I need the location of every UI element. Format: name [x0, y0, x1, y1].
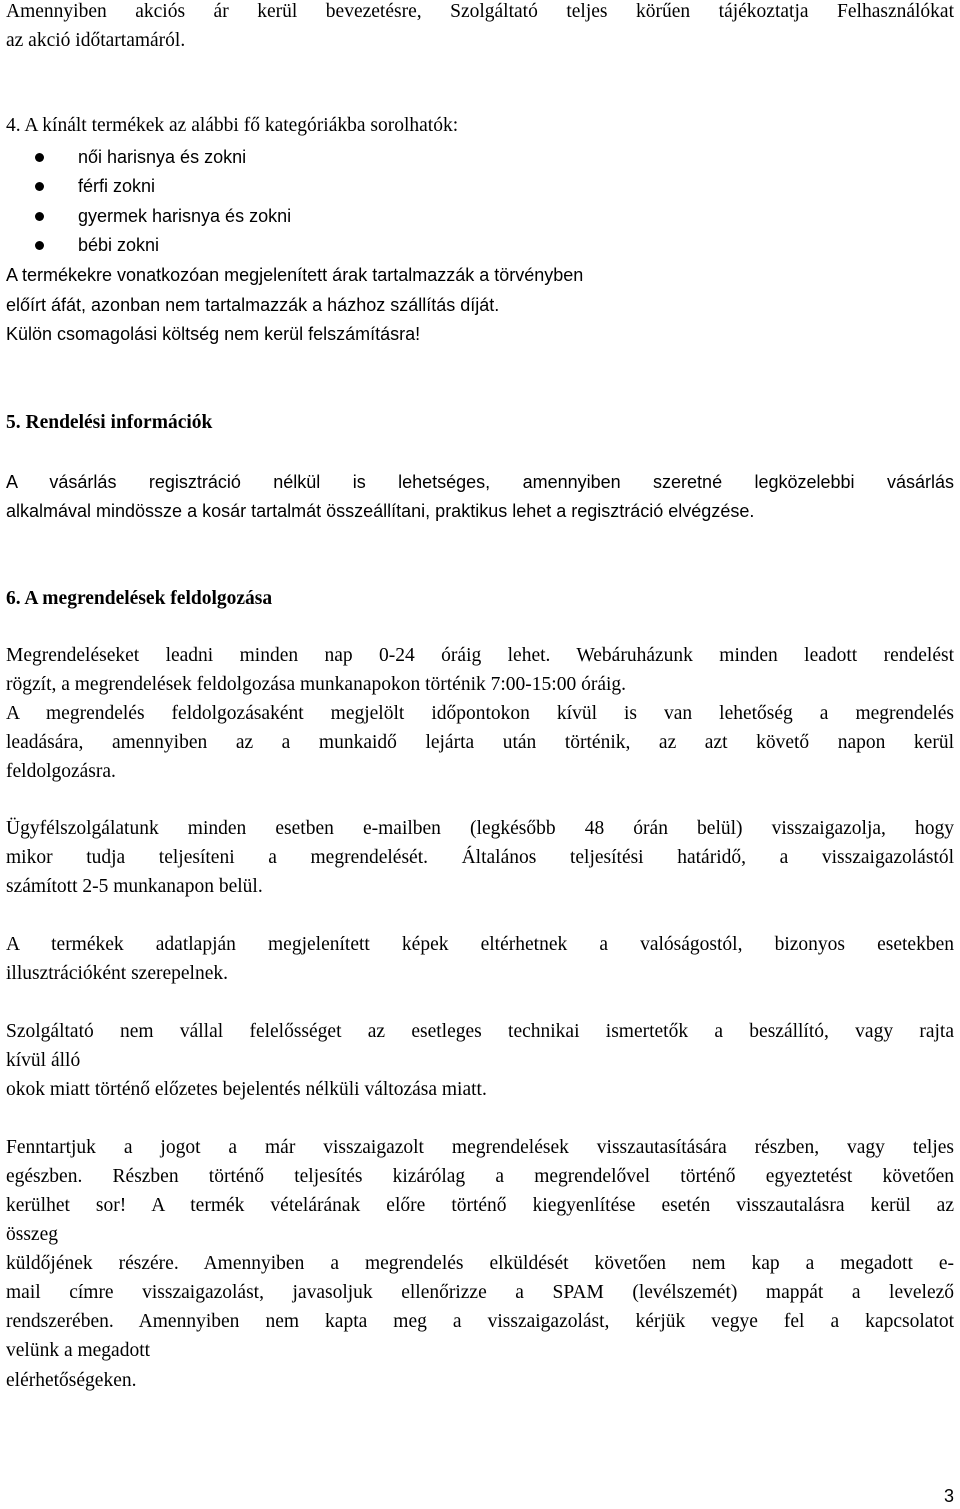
bullet-icon: [35, 241, 44, 250]
section-6-line-2: rögzít, a megrendelések feldolgozása munkanapokon történik 7:00-15:00 óráig.: [6, 674, 627, 695]
section-5-heading: 5. Rendelési információk: [6, 412, 213, 433]
section-4-line-3: Külön csomagolási költség nem kerül felszámításra!: [6, 324, 421, 344]
list-item-label: férfi zokni: [78, 176, 156, 196]
section-4-line-2: előírt áfát, azonban nem tartalmazzák a házhoz szállítás díját.: [6, 295, 500, 315]
section-6-line-7: mikor tudja teljesíteni a megrendelését. Általános teljesítési határidő, a visszaigazolástól: [6, 847, 954, 868]
section-6-line-20: rendszerében. Amennyiben nem kapta meg a visszaigazolást, kérjük vegye fel a kapcsolatot: [6, 1311, 954, 1332]
section-6-line-3: A megrendelés feldolgozásaként megjelölt időpontokon kívül is van lehetőség a megrendelés: [6, 703, 954, 724]
section-6-line-15: egészben. Részben történő teljesítés kizárólag a megrendelővel történő egyeztetést követően: [6, 1166, 954, 1187]
section-6-line-19: mail címre visszaigazolást, javasoljuk ellenőrizze a SPAM (levélszemét) mappát a levelező: [6, 1282, 954, 1303]
section-6-line-16: kerülhet sor! A termék vételárának előre történő kiegyenlítése esetén visszautalásra kerül az: [6, 1195, 954, 1216]
section-6-line-18: küldőjének részére. Amennyiben a megrendelés elküldését követően nem kap a megadott e-: [6, 1253, 954, 1274]
section-6-line-14: Fenntartjuk a jogot a már visszaigazolt megrendelések visszautasítására részben, vagy teljes: [6, 1137, 954, 1158]
bullet-icon: [35, 153, 44, 162]
section-6-line-10: illusztrációként szerepelnek.: [6, 963, 228, 984]
list-item: [35, 174, 156, 198]
list-item: [35, 233, 160, 257]
section-6-line-6: Ügyfélszolgálatunk minden esetben e-mailben (legkésőbb 48 órán belül) visszaigazolja, hogy: [6, 818, 954, 839]
section-6-line-12: kívül álló: [6, 1050, 81, 1071]
list-item: [35, 145, 247, 169]
section-4-line-1: A termékekre vonatkozóan megjelenített árak tartalmazzák a törvényben: [6, 265, 584, 285]
section-6-line-13: okok miatt történő előzetes bejelentés nélküli változása miatt.: [6, 1079, 487, 1100]
section-6-line-17: összeg: [6, 1224, 58, 1245]
section-6-heading: 6. A megrendelések feldolgozása: [6, 588, 273, 609]
section-4-heading: 4. A kínált termékek az alábbi fő kategóriákba sorolhatók:: [6, 115, 459, 136]
section-6-line-1: Megrendeléseket leadni minden nap 0-24 óráig lehet. Webáruházunk minden leadott rendelést: [6, 645, 954, 666]
section-6-line-9: A termékek adatlapján megjelenített képek eltérhetnek a valóságostól, bizonyos esetekben: [6, 934, 954, 955]
bullet-icon: [35, 212, 44, 221]
list-item-label: gyermek harisnya és zokni: [78, 206, 292, 226]
intro-line-2: az akció időtartamáról.: [6, 30, 186, 51]
list-item-label: bébi zokni: [78, 235, 160, 255]
intro-line-1: Amennyiben akciós ár kerül bevezetésre, Szolgáltató teljes körűen tájékoztatja Felhasználókat: [6, 1, 954, 22]
list-item-label: női harisnya és zokni: [78, 147, 247, 167]
section-5-line-1: A vásárlás regisztráció nélkül is lehetséges, amennyiben szeretné legközelebbi vásárlás: [6, 472, 954, 492]
list-item: [35, 204, 292, 228]
section-6-line-8: számított 2-5 munkanapon belül.: [6, 876, 263, 897]
section-6-line-11: Szolgáltató nem vállal felelősséget az esetleges technikai ismertetők a beszállító, vagy rajta: [6, 1021, 954, 1042]
section-5-line-2: alkalmával mindössze a kosár tartalmát összeállítani, praktikus lehet a regisztráció elvégzése.: [6, 501, 755, 521]
section-6-line-5: feldolgozásra.: [6, 761, 116, 782]
section-6-line-22: elérhetőségeken.: [6, 1370, 137, 1391]
bullet-icon: [35, 182, 44, 191]
page-number: 3: [943, 1486, 954, 1506]
section-6-line-21: velünk a megadott: [6, 1340, 151, 1361]
section-6-line-4: leadására, amennyiben az a munkaidő lejárta után történik, az azt követő napon kerül: [6, 732, 954, 753]
